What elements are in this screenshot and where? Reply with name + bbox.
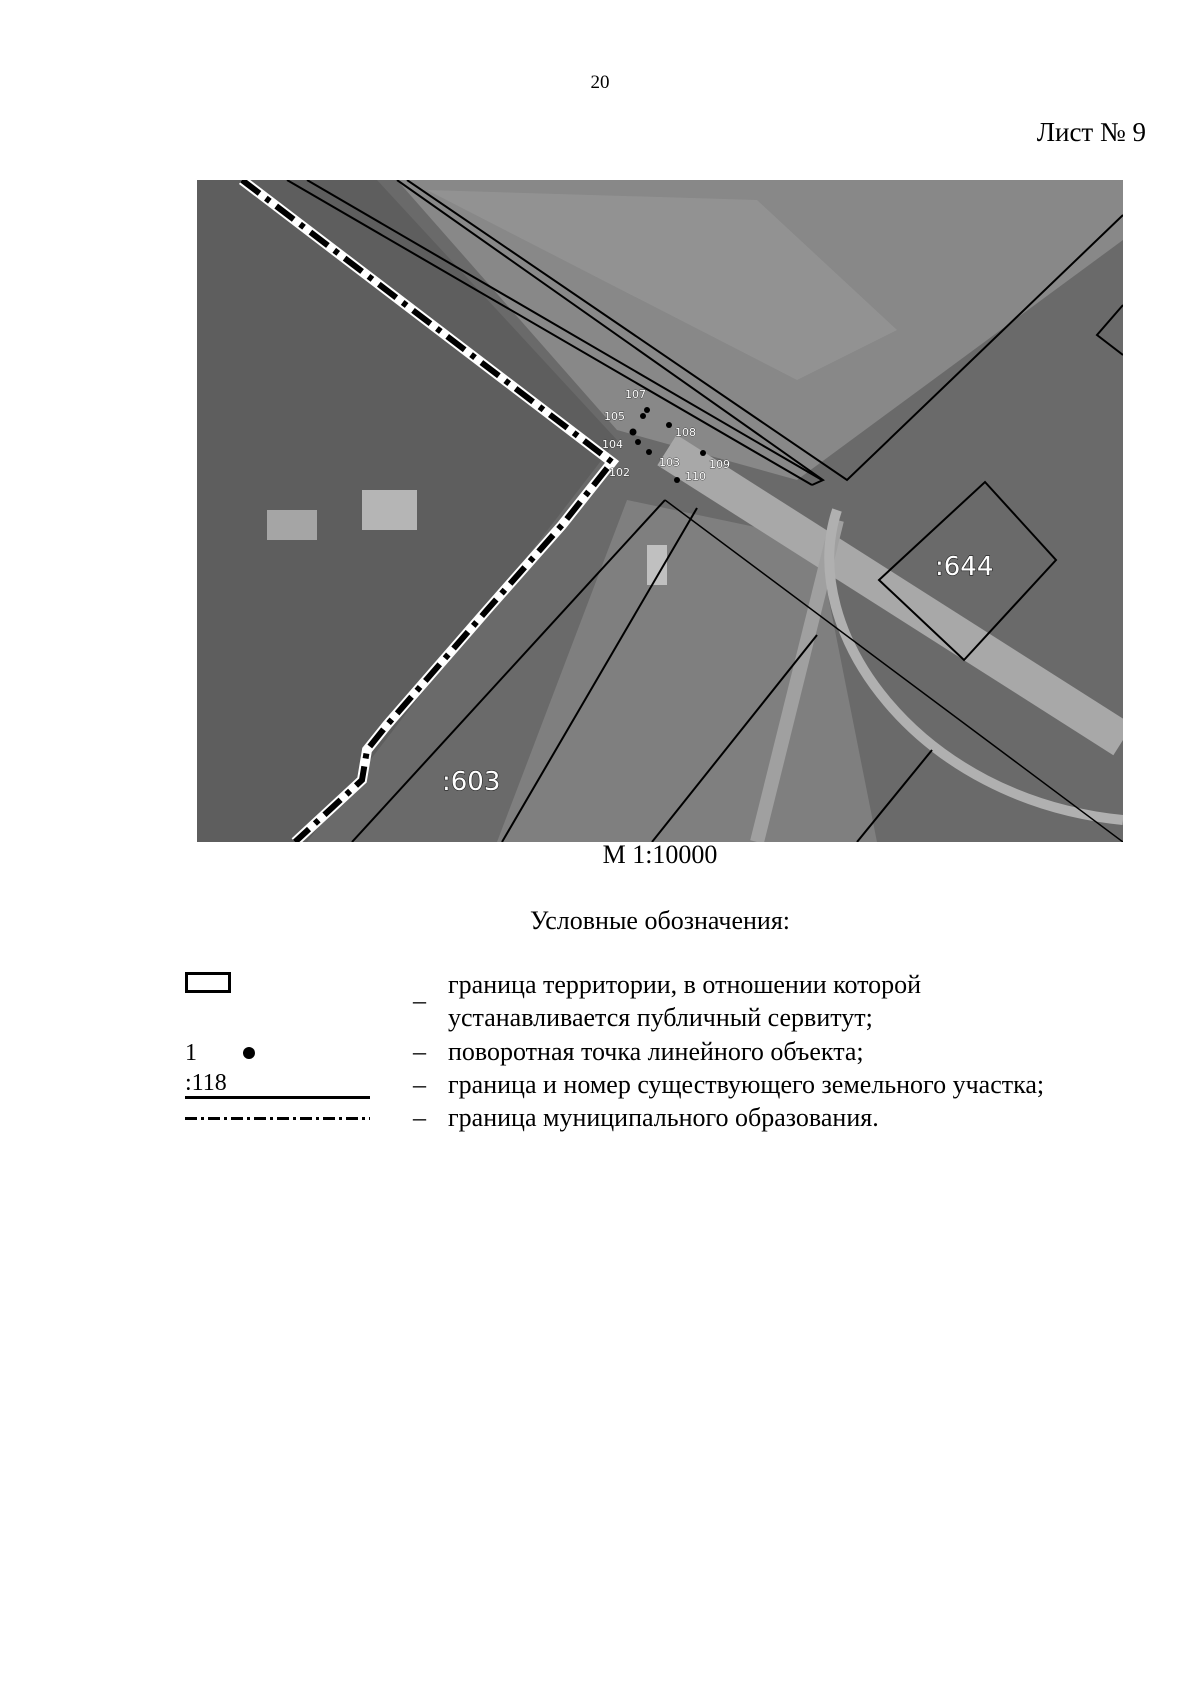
legend-desc <box>448 968 921 1034</box>
parcel-boundary-symbol: :118 <box>185 1070 370 1099</box>
legend-dash: – <box>413 1070 426 1099</box>
point-label: 110 <box>685 470 706 483</box>
point-label: 107 <box>625 388 646 401</box>
legend-dash: – <box>413 1037 426 1066</box>
legend-desc: граница муниципального образования. <box>448 1103 879 1132</box>
legend-desc-line: граница территории, в отношении которой <box>448 970 922 999</box>
legend-dash: – <box>413 986 426 1015</box>
point-label: 108 <box>675 426 696 439</box>
map-scale: М 1:10000 <box>602 840 718 869</box>
turning-point <box>630 429 637 436</box>
building <box>362 490 417 530</box>
municipal-boundary-symbol <box>185 1117 370 1120</box>
page-number: 20 <box>590 72 610 93</box>
turning-point-symbol <box>185 1037 265 1067</box>
legend-desc: поворотная точка линейного объекта; <box>448 1037 864 1066</box>
turning-point <box>640 413 646 419</box>
map-svg <box>197 180 1123 842</box>
legend-desc-line: устанавливается публичный сервитут; <box>448 1003 873 1032</box>
building <box>267 510 317 540</box>
turning-point-symbol-number: 1 <box>185 1040 197 1066</box>
point-label: 105 <box>604 410 625 423</box>
turning-point-dot-icon <box>243 1047 255 1059</box>
turning-point <box>700 450 706 456</box>
turning-point <box>644 407 650 413</box>
turning-point <box>666 422 672 428</box>
legend-desc: граница и номер существующего земельного участка; <box>448 1070 1045 1099</box>
cadastral-map <box>197 180 1123 842</box>
parcel-label-644: :644 <box>935 552 994 582</box>
turning-point <box>646 449 652 455</box>
point-label: 109 <box>709 458 730 471</box>
parcel-label-603: :603 <box>442 767 501 797</box>
turning-point <box>635 439 641 445</box>
point-label: 102 <box>609 466 630 479</box>
point-label: 104 <box>602 438 623 451</box>
point-label: 103 <box>659 456 680 469</box>
legend-title: Условные обозначения: <box>529 906 791 935</box>
easement-boundary-symbol <box>185 972 231 993</box>
sheet-label: Лист № 9 <box>1036 117 1146 147</box>
legend-dash: – <box>413 1103 426 1132</box>
turning-point <box>674 477 680 483</box>
